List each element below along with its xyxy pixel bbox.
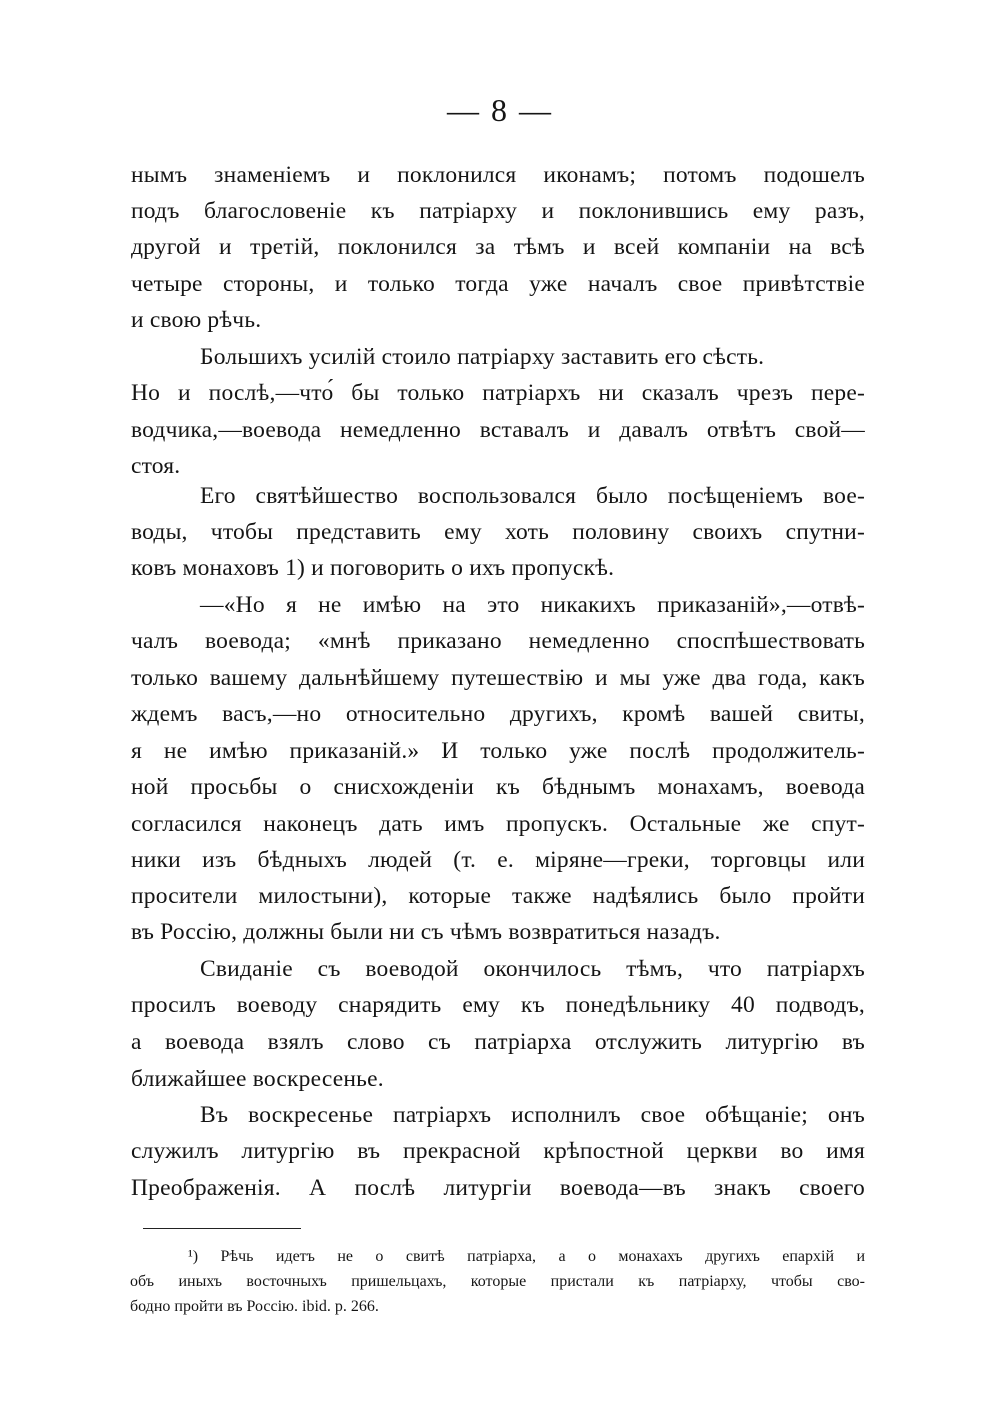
footnote-line: объ иныхъ восточныхъ пришельцахъ, которые пристали къ патріарху, чтобы сво- <box>130 1273 865 1290</box>
text-line: подъ благословеніе къ патріарху и поклонившись ему разъ, <box>131 198 865 224</box>
text-line: ники изъ бѣдныхъ людей (т. е. міряне—греки, торговцы или <box>131 847 865 873</box>
text-line: только вашему дальнѣйшему путешествію и мы уже два года, какъ <box>131 665 865 691</box>
text-line: просилъ воеводу снарядить ему къ понедѣльнику 40 подводъ, <box>131 992 865 1018</box>
text-line: просители милостыни), которые также надѣялись было пройти <box>131 883 865 909</box>
text-line: чалъ воевода; «мнѣ приказано немедленно споспѣшествовать <box>131 628 865 654</box>
text-line: согласился наконецъ дать имъ пропускъ. Остальные же спут- <box>131 811 865 837</box>
text-line: въ Россію, должны были ни съ чѣмъ возвратиться назадъ. <box>131 919 721 945</box>
text-line: Но и послѣ,—что́ бы только патріархъ ни сказалъ чрезъ пере- <box>131 380 865 406</box>
page-number: — 8 — <box>447 92 553 128</box>
text-line: ковъ монаховъ 1) и поговорить о ихъ пропускѣ. <box>131 555 615 581</box>
text-line: Преображенія. А послѣ литургіи воевода—въ знакъ своего <box>131 1175 865 1201</box>
text-line: ближайшее воскресенье. <box>131 1066 384 1092</box>
text-line: Его святѣйшество воспользовался было посѣщеніемъ вое- <box>200 483 865 509</box>
text-line: Большихъ усилій стоило патріарху заставить его сѣсть. <box>200 344 765 370</box>
text-line: нымъ знаменіемъ и поклонился иконамъ; потомъ подошелъ <box>131 162 865 188</box>
text-line: и свою рѣчь. <box>131 307 262 333</box>
text-line: я не имѣю приказаній.» И только уже послѣ продолжитель- <box>131 738 865 764</box>
text-line: ной просьбы о снисхожденіи къ бѣднымъ монахамъ, воевода <box>131 774 865 800</box>
text-line: водчика,—воевода немедленно вставалъ и давалъ отвѣтъ свой— <box>131 417 865 443</box>
text-line: Свиданіе съ воеводой окончилось тѣмъ, что патріархъ <box>200 956 865 982</box>
text-line: четыре стороны, и только тогда уже началъ свое привѣтствіе <box>131 271 865 297</box>
footnote-line: бодно пройти въ Россію. ibid. p. 266. <box>130 1298 379 1315</box>
text-line: служилъ литургію въ прекрасной крѣпостной церкви во имя <box>131 1138 865 1164</box>
text-line: Въ воскресенье патріархъ исполнилъ свое обѣщаніе; онъ <box>200 1102 865 1128</box>
text-line: воды, чтобы представить ему хоть половину своихъ спутни- <box>131 519 865 545</box>
text-line: ждемъ васъ,—но относительно другихъ, кромѣ вашей свиты, <box>131 701 865 727</box>
footnote-line: ¹) Рѣчь идетъ не о свитѣ патріарха, а о монахахъ другихъ епархій и <box>188 1248 865 1265</box>
text-line: —«Но я не имѣю на это никакихъ приказаній»,—отвѣ- <box>200 592 865 618</box>
footnote-divider <box>143 1228 301 1229</box>
text-line: стоя. <box>131 453 181 479</box>
text-line: другой и третій, поклонился за тѣмъ и всей компаніи на всѣ <box>131 234 865 260</box>
text-line: а воевода взялъ слово съ патріарха отслужить литургію въ <box>131 1029 865 1055</box>
